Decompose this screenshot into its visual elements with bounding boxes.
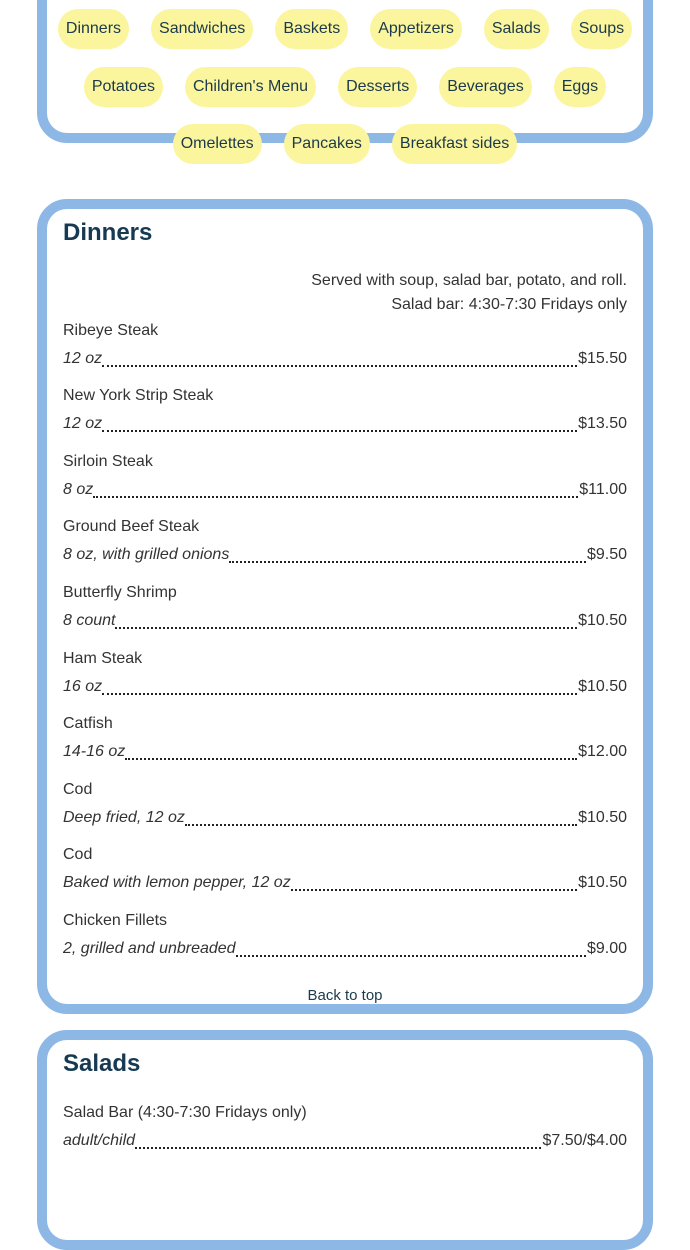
dotted-leader [125,758,577,760]
nav-pill-appetizers[interactable]: Appetizers [370,9,462,49]
dotted-leader [102,365,577,367]
category-nav-card [37,0,653,152]
menu-item-price: $9.50 [586,546,627,563]
menu-item-name: Cod [63,846,93,863]
menu-item-description: 14-16 oz [63,743,126,760]
menu-item-description: 12 oz [63,350,103,367]
menu-item-name: Ribeye Steak [63,322,159,339]
nav-pill-breakfast-sides[interactable]: Breakfast sides [392,124,517,164]
category-nav-row [47,124,643,164]
dotted-leader [291,889,577,891]
menu-item-price: $9.00 [586,940,627,957]
dotted-leader [236,955,586,957]
menu-item-description: Baked with lemon pepper, 12 oz [63,874,291,891]
menu-item-price: $10.50 [578,612,627,629]
nav-pill-salads[interactable]: Salads [484,9,549,49]
dotted-leader [102,693,577,695]
menu-item [63,912,627,962]
menu-item-name: Butterfly Shrimp [63,584,177,601]
menu-item-description: 2, grilled and unbreaded [63,940,236,957]
menu-item [63,1104,627,1154]
menu-item-description: 8 oz, with grilled onions [63,546,230,563]
menu-item-name: Cod [63,781,93,798]
nav-pill-soups[interactable]: Soups [571,9,632,49]
nav-pill-pancakes[interactable]: Pancakes [284,124,370,164]
menu-item-description: 16 oz [63,678,103,695]
menu-item-price: $10.50 [578,809,627,826]
menu-item-price: $12.00 [578,743,627,760]
menu-item-price: $15.50 [578,350,627,367]
nav-pill-potatoes[interactable]: Potatoes [84,67,163,107]
menu-item-description: 8 count [63,612,116,629]
menu-item-description: 8 oz [63,481,94,498]
nav-pill-beverages[interactable]: Beverages [439,67,532,107]
menu-item [63,650,627,700]
menu-item-price: $13.50 [578,415,627,432]
nav-pill-dinners[interactable]: Dinners [58,9,129,49]
menu-item-description: adult/child [63,1132,136,1149]
category-nav-row [47,67,643,107]
nav-pill-sandwiches[interactable]: Sandwiches [151,9,253,49]
dinners-salad-bar-note: Salad bar: 4:30-7:30 Fridays only [391,296,627,313]
menu-item-name: Ground Beef Steak [63,518,200,535]
nav-pill-childrens-menu[interactable]: Children's Menu [185,67,316,107]
nav-pill-baskets[interactable]: Baskets [275,9,348,49]
menu-item-description: Deep fried, 12 oz [63,809,185,826]
menu-item-name: Ham Steak [63,650,143,667]
dinners-served-with-note: Served with soup, salad bar, potato, and roll. [311,272,627,289]
menu-item [63,781,627,831]
menu-item [63,584,627,634]
menu-item-name: Sirloin Steak [63,453,153,470]
menu-item-price: $10.50 [578,874,627,891]
menu-item [63,453,627,503]
menu-item-name: Salad Bar (4:30-7:30 Fridays only) [63,1104,307,1121]
menu-item-name: New York Strip Steak [63,387,214,404]
dotted-leader [115,627,577,629]
menu-item [63,715,627,765]
dotted-leader [185,824,577,826]
dinners-section-title: Dinners [63,219,153,246]
salads-section-title: Salads [63,1050,141,1077]
back-to-top-link[interactable]: Back to top [307,987,383,1004]
dotted-leader [102,430,577,432]
category-nav-row [47,9,643,49]
dotted-leader [135,1147,541,1149]
menu-item-price: $7.50/$4.00 [542,1132,627,1149]
dinners-section [37,199,653,1014]
menu-item [63,518,627,568]
dotted-leader [229,561,586,563]
nav-pill-desserts[interactable]: Desserts [338,67,417,107]
menu-item-name: Catfish [63,715,113,732]
menu-item-name: Chicken Fillets [63,912,168,929]
menu-item [63,846,627,896]
menu-item-price: $10.50 [578,678,627,695]
salads-section [37,1030,653,1250]
nav-pill-omelettes[interactable]: Omelettes [173,124,262,164]
menu-item-description: 12 oz [63,415,103,432]
menu-item-price: $11.00 [579,481,627,498]
menu-item [63,387,627,437]
menu-item [63,322,627,372]
dotted-leader [93,496,578,498]
nav-pill-eggs[interactable]: Eggs [554,67,606,107]
